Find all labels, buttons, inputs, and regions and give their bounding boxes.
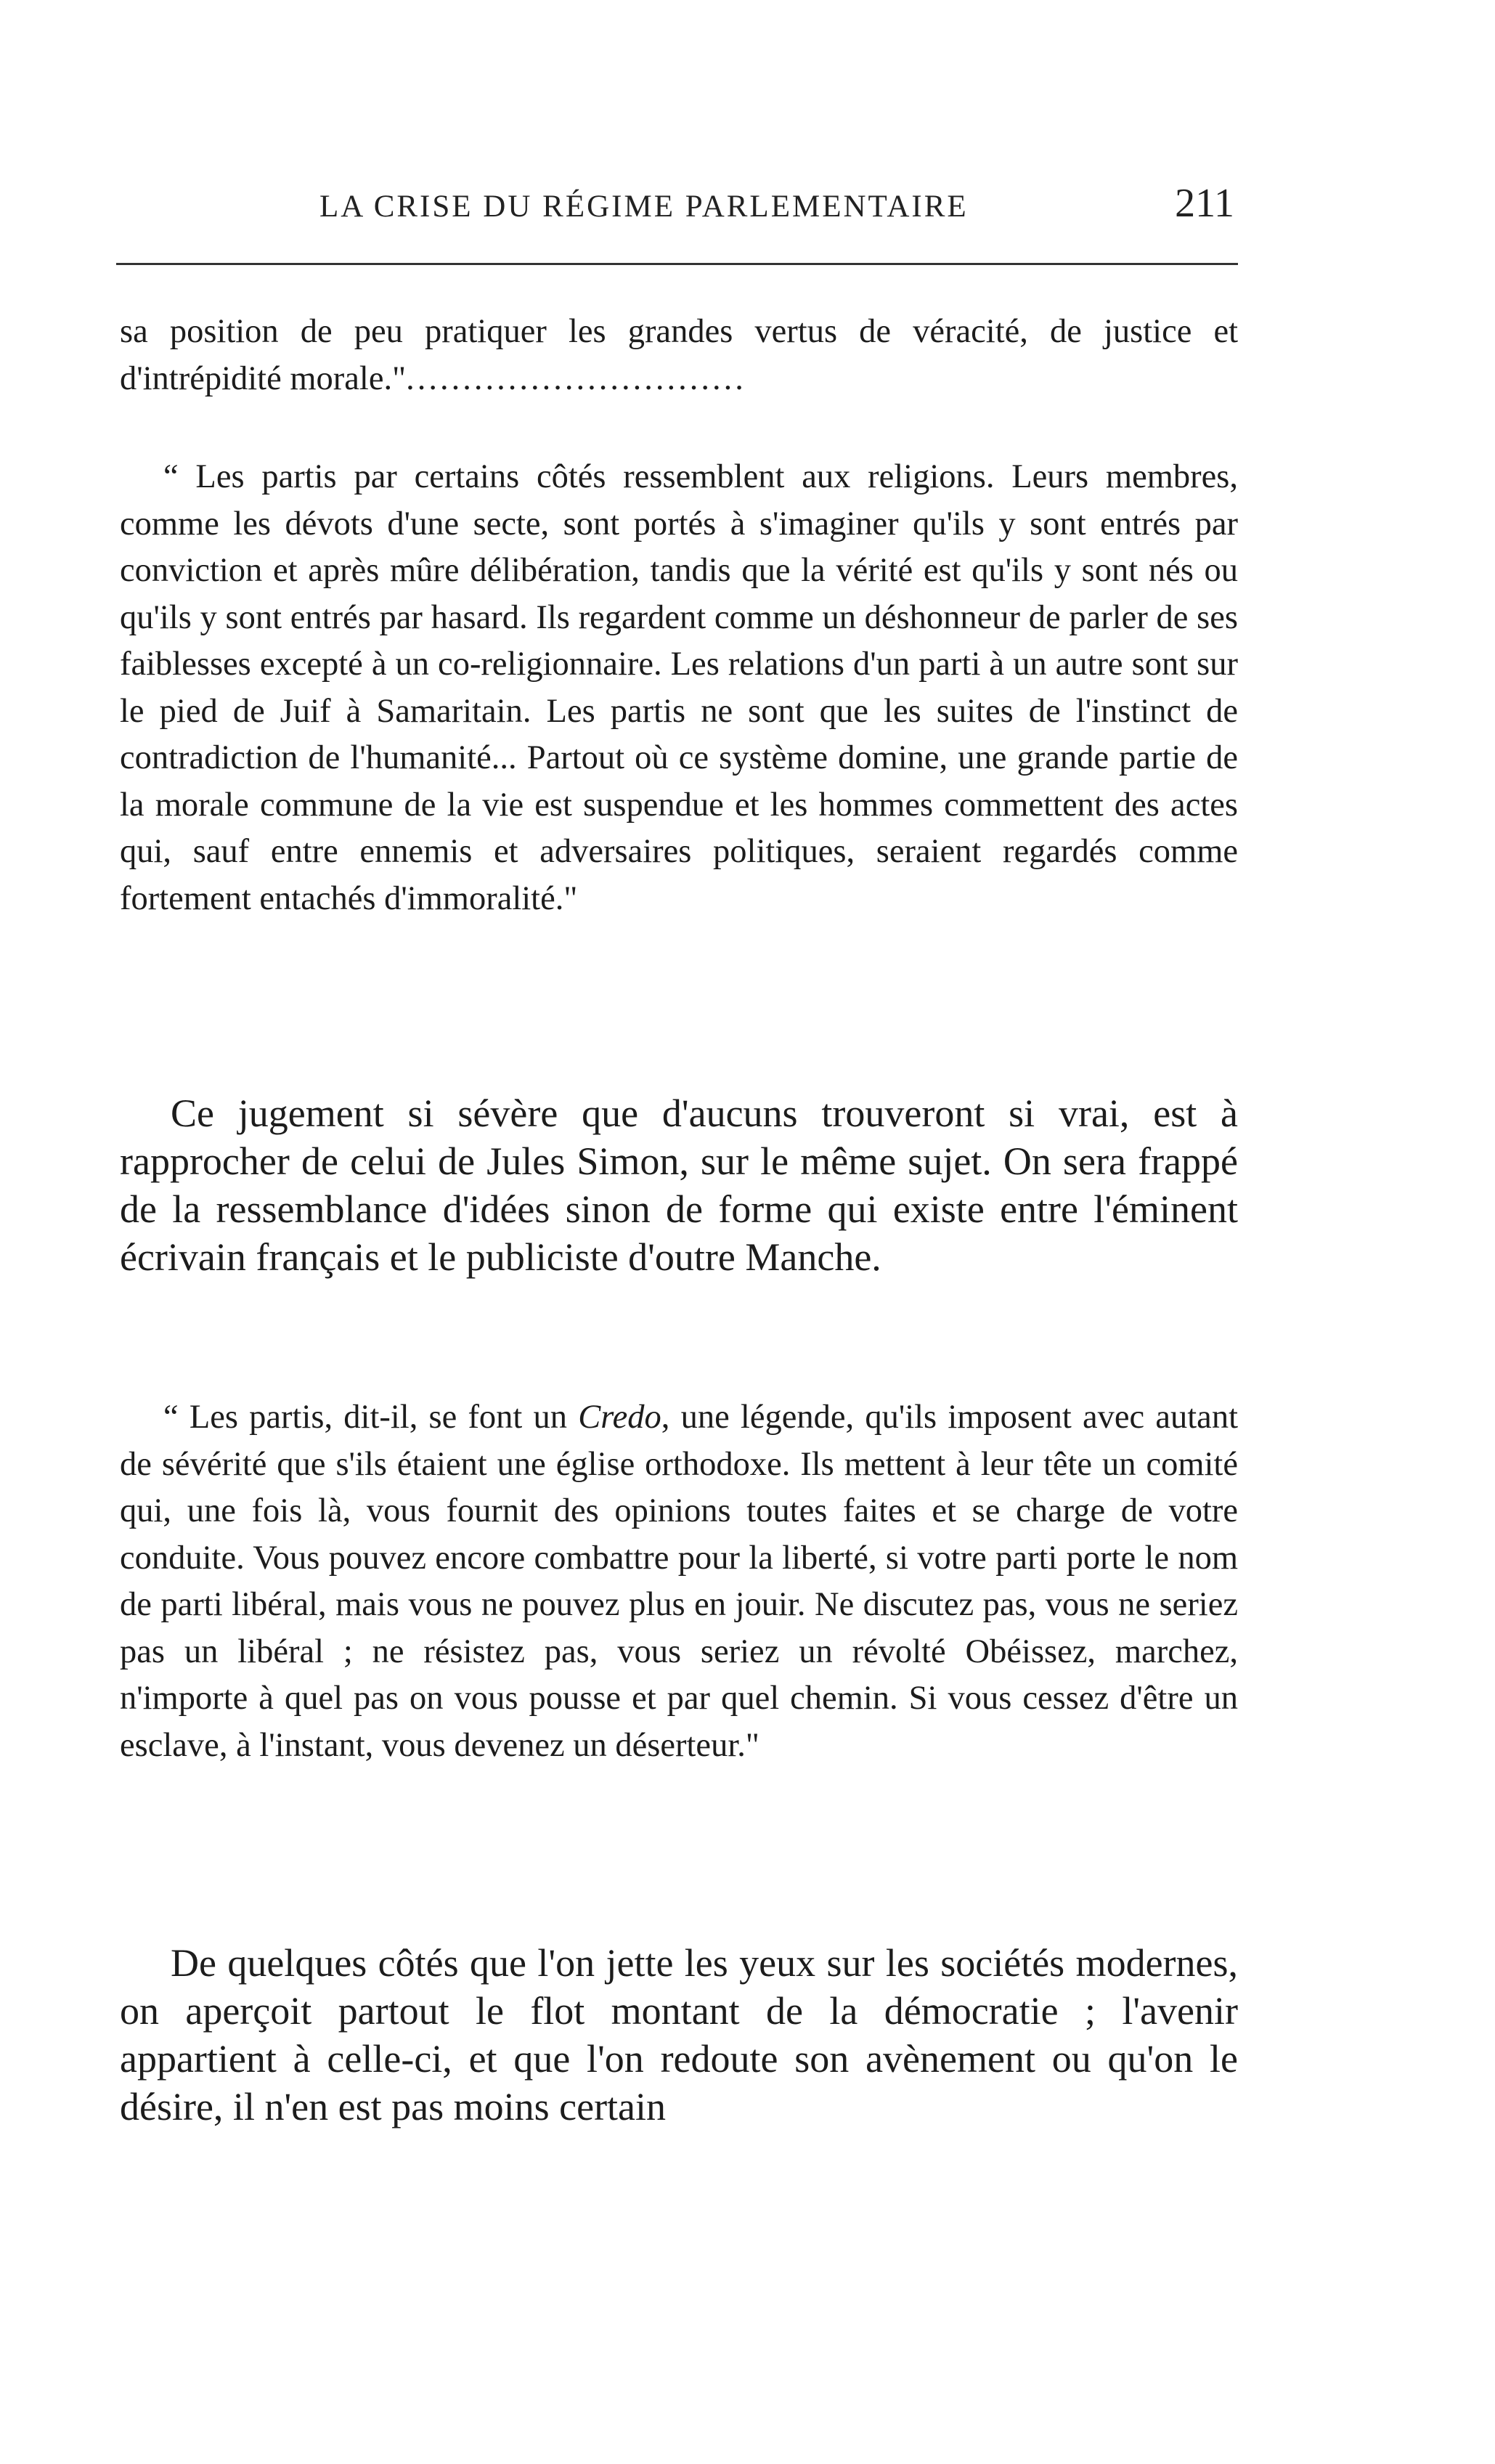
paragraph-1-text: sa position de peu pratiquer les grandes vertus de véracité, de justice et d'intrépidité morale." [120, 313, 1238, 397]
paragraph-3: Ce jugement si sévère que d'aucuns trouveront si vrai, est à rapprocher de celui de Jules Simon, sur le même sujet. On sera frappé de la ressemblance d'idées sinon de forme qui existe entre l'éminent écrivain français et le publiciste d'outre Manche. [120, 1091, 1238, 1279]
paragraph-2: “ Les partis par certains côtés ressemblent aux religions. Leurs membres, comme les dévots d'une secte, sont portés à s'imaginer qu'ils y sont entrés par conviction et après mûre délibération, tandis que la vérité est qu'ils y sont nés ou qu'ils y sont entrés par hasard. Ils regardent comme un déshonneur de parler de ses faiblesses excepté à un co-religionnaire. Les relations d'un parti à un autre sont sur le pied de Juif à Samaritain. Les partis ne sont que les suites de l'instinct de contradiction de l'humanité... Partout où ce système domine, une grande partie de la morale commune de la vie est suspendue et les hommes commettent des actes qui, sauf entre ennemis et adversaires politiques, seraient regardés comme fortement entachés d'immoralité." [120, 458, 1238, 917]
page-number: 211 [1175, 181, 1234, 226]
running-head: LA CRISE DU RÉGIME PARLEMENTAIRE [319, 190, 969, 224]
header-rule [116, 263, 1238, 265]
paragraph-4-italic-credo: Credo [578, 1399, 661, 1436]
paragraph-1 [120, 309, 1238, 402]
paragraph-4-rest: , une légende, qu'ils imposent avec autant de sévérité que s'ils étaient une église orthodoxe. Ils mettent à leur tête un comité qui, une fois là, vous fournit des opinions toutes faites et se charge de votre conduite. Vous pouvez encore combattre pour la liberté, si votre parti porte le nom de parti libéral, mais vous ne pouvez plus en jouir. Ne discutez pas, vous ne seriez pas un libéral ; ne résistez pas, vous seriez un révolté Obéissez, marchez, n'importe à quel pas on vous pousse et par quel chemin. Si vous cessez d'être un esclave, à l'instant, vous devenez un déserteur." [120, 1399, 1238, 1764]
commentary-1 [120, 1089, 1238, 1281]
commentary-2 [120, 1939, 1238, 2131]
paragraph-4-start: “ Les partis, dit-il, se font un [163, 1399, 579, 1436]
quotation-2 [120, 1394, 1238, 1769]
page-header [319, 180, 1234, 238]
quotation-1 [120, 454, 1238, 922]
paragraph-5: De quelques côtés que l'on jette les yeux sur les sociétés modernes, on aperçoit partout le flot montant de la démocratie ; l'avenir appartient à celle-ci, et que l'on redoute son avènement ou qu'on le désire, il n'en est pas moins certain [120, 1941, 1238, 2128]
paragraph-continuation [120, 309, 1238, 402]
paragraph-1-leader-dots: .............................. [406, 359, 746, 397]
paragraph-4 [120, 1394, 1238, 1769]
